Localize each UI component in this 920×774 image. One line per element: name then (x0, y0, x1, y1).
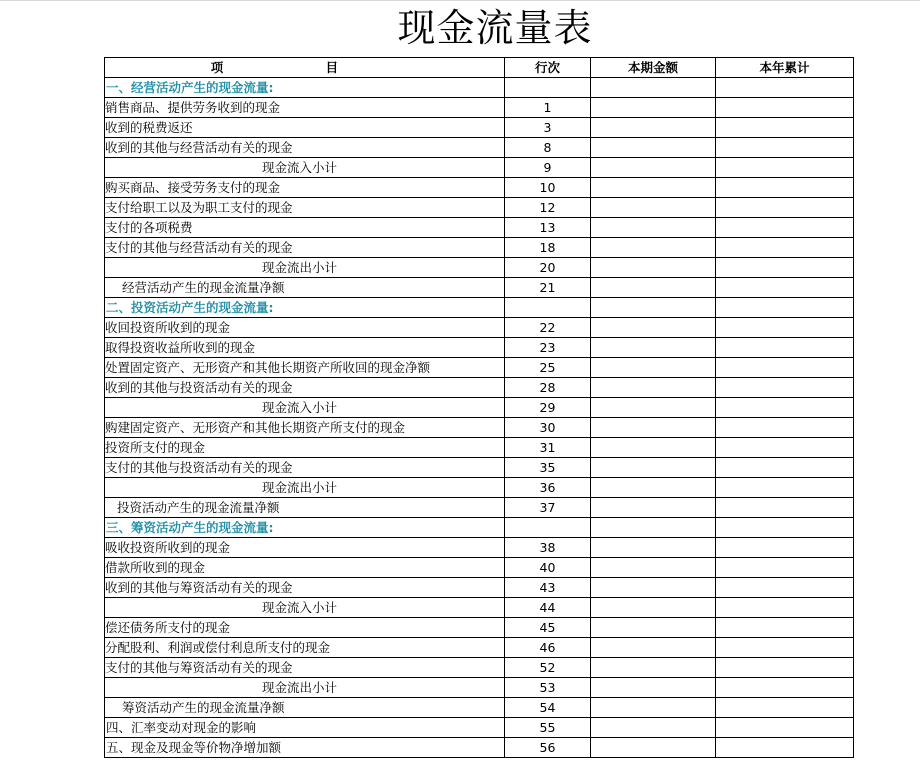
table-row (105, 98, 854, 118)
row-line-number: 9 (505, 158, 591, 178)
row-current-amount[interactable] (591, 78, 716, 98)
row-item-label: 支付的其他与投资活动有关的现金 (105, 458, 505, 478)
row-current-amount[interactable] (591, 558, 716, 578)
row-item-label: 五、现金及现金等价物净增加额 (105, 738, 505, 758)
row-item-label: 处置固定资产、无形资产和其他长期资产所收回的现金净额 (105, 358, 505, 378)
table-row (105, 498, 854, 518)
row-item-label: 投资活动产生的现金流量净额 (105, 498, 505, 518)
row-ytd-amount[interactable] (716, 78, 854, 98)
row-line-number: 52 (505, 658, 591, 678)
row-line-number (505, 78, 591, 98)
row-item-label: 吸收投资所收到的现金 (105, 538, 505, 558)
row-line-number: 28 (505, 378, 591, 398)
row-item-label: 购建固定资产、无形资产和其他长期资产所支付的现金 (105, 418, 505, 438)
row-current-amount[interactable] (591, 198, 716, 218)
row-current-amount[interactable] (591, 578, 716, 598)
row-line-number: 10 (505, 178, 591, 198)
row-ytd-amount[interactable] (716, 398, 854, 418)
row-current-amount[interactable] (591, 418, 716, 438)
header-item-left: 项 (210, 60, 224, 75)
row-current-amount[interactable] (591, 98, 716, 118)
row-ytd-amount[interactable] (716, 318, 854, 338)
table-row (105, 238, 854, 258)
header-ytd-amount: 本年累计 (716, 58, 854, 78)
row-current-amount[interactable] (591, 258, 716, 278)
row-current-amount[interactable] (591, 658, 716, 678)
row-item-label: 支付的其他与经营活动有关的现金 (105, 238, 505, 258)
row-line-number: 8 (505, 138, 591, 158)
row-line-number: 30 (505, 418, 591, 438)
section-row (105, 78, 854, 98)
row-line-number: 13 (505, 218, 591, 238)
row-ytd-amount[interactable] (716, 738, 854, 758)
row-ytd-amount[interactable] (716, 178, 854, 198)
row-item-label: 经营活动产生的现金流量净额 (105, 278, 505, 298)
table-row (105, 438, 854, 458)
section-row (105, 298, 854, 318)
row-item-label: 四、汇率变动对现金的影响 (105, 718, 505, 738)
row-current-amount[interactable] (591, 498, 716, 518)
row-line-number: 37 (505, 498, 591, 518)
row-item-label: 购买商品、接受劳务支付的现金 (105, 178, 505, 198)
row-line-number: 3 (505, 118, 591, 138)
table-row (105, 658, 854, 678)
row-line-number: 54 (505, 698, 591, 718)
row-line-number: 56 (505, 738, 591, 758)
section-heading: 三、筹资活动产生的现金流量: (105, 518, 505, 538)
row-ytd-amount[interactable] (716, 278, 854, 298)
row-line-number: 46 (505, 638, 591, 658)
row-line-number: 55 (505, 718, 591, 738)
row-current-amount[interactable] (591, 138, 716, 158)
row-line-number: 1 (505, 98, 591, 118)
table-row (105, 578, 854, 598)
row-ytd-amount[interactable] (716, 138, 854, 158)
row-ytd-amount[interactable] (716, 558, 854, 578)
row-ytd-amount[interactable] (716, 498, 854, 518)
table-row (105, 138, 854, 158)
table-row (105, 198, 854, 218)
row-current-amount[interactable] (591, 218, 716, 238)
page-title: 现金流量表 (397, 6, 593, 50)
row-current-amount[interactable] (591, 238, 716, 258)
row-line-number: 23 (505, 338, 591, 358)
row-current-amount[interactable] (591, 618, 716, 638)
row-current-amount[interactable] (591, 718, 716, 738)
row-item-label: 收到的税费返还 (105, 118, 505, 138)
row-ytd-amount[interactable] (716, 478, 854, 498)
row-ytd-amount[interactable] (716, 418, 854, 438)
row-current-amount[interactable] (591, 318, 716, 338)
row-current-amount[interactable] (591, 478, 716, 498)
header-line-no: 行次 (505, 58, 591, 78)
header-item-right: 目 (325, 60, 339, 75)
row-item-label: 现金流出小计 (105, 478, 505, 498)
cash-flow-table (104, 57, 854, 758)
row-line-number: 21 (505, 278, 591, 298)
row-item-label: 现金流出小计 (105, 258, 505, 278)
row-ytd-amount[interactable] (716, 518, 854, 538)
table-row (105, 258, 854, 278)
row-current-amount[interactable] (591, 178, 716, 198)
table-row (105, 558, 854, 578)
top-rule (0, 0, 920, 1)
row-ytd-amount[interactable] (716, 678, 854, 698)
table-row (105, 538, 854, 558)
row-ytd-amount[interactable] (716, 158, 854, 178)
table-row (105, 218, 854, 238)
row-item-label: 现金流入小计 (105, 598, 505, 618)
table-row (105, 378, 854, 398)
header-item (105, 58, 505, 78)
row-current-amount[interactable] (591, 278, 716, 298)
row-item-label: 收到的其他与经营活动有关的现金 (105, 138, 505, 158)
row-ytd-amount[interactable] (716, 218, 854, 238)
row-item-label: 现金流出小计 (105, 678, 505, 698)
row-ytd-amount[interactable] (716, 358, 854, 378)
row-line-number: 40 (505, 558, 591, 578)
table-row (105, 618, 854, 638)
table-row (105, 598, 854, 618)
row-current-amount[interactable] (591, 358, 716, 378)
row-line-number: 36 (505, 478, 591, 498)
row-ytd-amount[interactable] (716, 578, 854, 598)
row-ytd-amount[interactable] (716, 538, 854, 558)
row-line-number: 38 (505, 538, 591, 558)
row-current-amount[interactable] (591, 438, 716, 458)
row-ytd-amount[interactable] (716, 118, 854, 138)
row-line-number: 18 (505, 238, 591, 258)
table-row (105, 158, 854, 178)
row-current-amount[interactable] (591, 698, 716, 718)
row-item-label: 收到的其他与投资活动有关的现金 (105, 378, 505, 398)
row-line-number: 35 (505, 458, 591, 478)
row-current-amount[interactable] (591, 538, 716, 558)
row-item-label: 借款所收到的现金 (105, 558, 505, 578)
row-item-label: 收回投资所收到的现金 (105, 318, 505, 338)
row-ytd-amount[interactable] (716, 698, 854, 718)
row-current-amount[interactable] (591, 638, 716, 658)
table-row (105, 738, 854, 758)
row-current-amount[interactable] (591, 458, 716, 478)
table-row (105, 278, 854, 298)
row-current-amount[interactable] (591, 398, 716, 418)
row-ytd-amount[interactable] (716, 298, 854, 318)
table-row (105, 358, 854, 378)
section-heading: 一、经营活动产生的现金流量: (105, 78, 505, 98)
row-current-amount[interactable] (591, 598, 716, 618)
row-item-label: 取得投资收益所收到的现金 (105, 338, 505, 358)
row-item-label: 偿还债务所支付的现金 (105, 618, 505, 638)
table-row (105, 318, 854, 338)
table-row (105, 478, 854, 498)
table-row (105, 338, 854, 358)
table-row (105, 398, 854, 418)
table-row (105, 698, 854, 718)
row-line-number: 43 (505, 578, 591, 598)
row-ytd-amount[interactable] (716, 438, 854, 458)
row-current-amount[interactable] (591, 158, 716, 178)
row-item-label: 支付给职工以及为职工支付的现金 (105, 198, 505, 218)
row-ytd-amount[interactable] (716, 98, 854, 118)
row-item-label: 支付的各项税费 (105, 218, 505, 238)
table-row (105, 718, 854, 738)
row-item-label: 分配股利、利润或偿付利息所支付的现金 (105, 638, 505, 658)
table-row (105, 418, 854, 438)
row-item-label: 投资所支付的现金 (105, 438, 505, 458)
row-ytd-amount[interactable] (716, 198, 854, 218)
row-line-number (505, 518, 591, 538)
row-line-number: 22 (505, 318, 591, 338)
table-row (105, 118, 854, 138)
row-current-amount[interactable] (591, 378, 716, 398)
row-line-number (505, 298, 591, 318)
row-ytd-amount[interactable] (716, 638, 854, 658)
row-line-number: 53 (505, 678, 591, 698)
row-ytd-amount[interactable] (716, 458, 854, 478)
row-ytd-amount[interactable] (716, 238, 854, 258)
row-current-amount[interactable] (591, 678, 716, 698)
section-heading: 二、投资活动产生的现金流量: (105, 298, 505, 318)
table-row (105, 178, 854, 198)
row-ytd-amount[interactable] (716, 618, 854, 638)
row-current-amount[interactable] (591, 298, 716, 318)
row-line-number: 29 (505, 398, 591, 418)
row-line-number: 20 (505, 258, 591, 278)
row-ytd-amount[interactable] (716, 658, 854, 678)
row-current-amount[interactable] (591, 738, 716, 758)
row-ytd-amount[interactable] (716, 378, 854, 398)
row-line-number: 31 (505, 438, 591, 458)
table-row (105, 458, 854, 478)
row-ytd-amount[interactable] (716, 338, 854, 358)
row-current-amount[interactable] (591, 338, 716, 358)
header-row (105, 58, 854, 78)
row-item-label: 支付的其他与筹资活动有关的现金 (105, 658, 505, 678)
row-current-amount[interactable] (591, 118, 716, 138)
row-line-number: 45 (505, 618, 591, 638)
row-item-label: 销售商品、提供劳务收到的现金 (105, 98, 505, 118)
row-ytd-amount[interactable] (716, 598, 854, 618)
row-item-label: 现金流入小计 (105, 158, 505, 178)
section-row (105, 518, 854, 538)
row-item-label: 现金流入小计 (105, 398, 505, 418)
row-current-amount[interactable] (591, 518, 716, 538)
table-row (105, 678, 854, 698)
row-line-number: 12 (505, 198, 591, 218)
row-item-label: 收到的其他与筹资活动有关的现金 (105, 578, 505, 598)
row-line-number: 44 (505, 598, 591, 618)
row-ytd-amount[interactable] (716, 718, 854, 738)
row-line-number: 25 (505, 358, 591, 378)
header-current-amount: 本期金额 (591, 58, 716, 78)
row-item-label: 筹资活动产生的现金流量净额 (105, 698, 505, 718)
table-row (105, 638, 854, 658)
row-ytd-amount[interactable] (716, 258, 854, 278)
